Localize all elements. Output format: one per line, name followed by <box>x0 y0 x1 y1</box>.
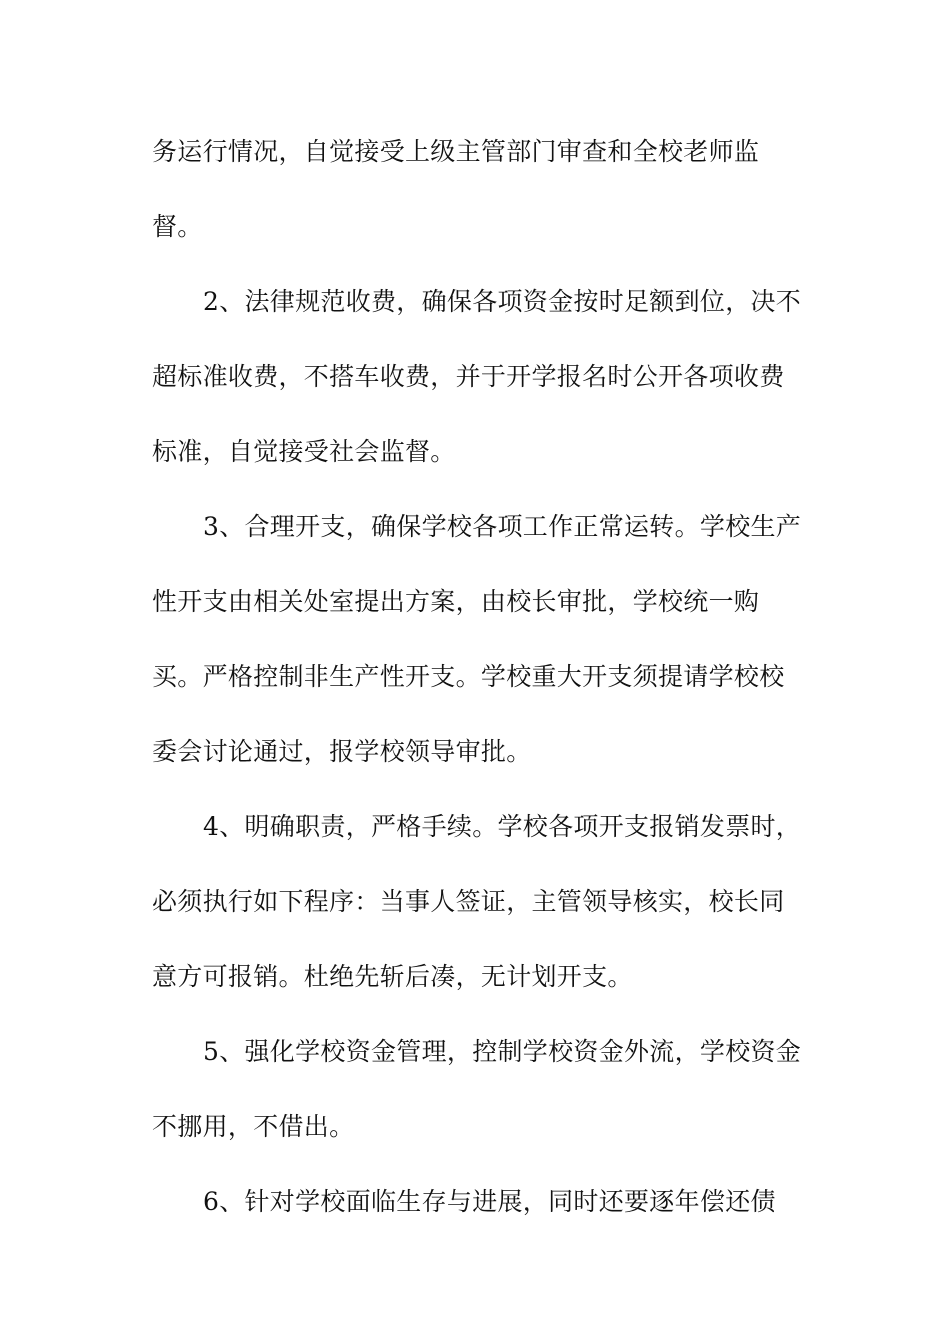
text-line-12: 意方可报销。杜绝先斩后凑，无计划开支。 <box>152 962 633 991</box>
text-line-4: 超标准收费，不搭车收费，并于开学报名时公开各项收费 <box>152 362 785 391</box>
text-line-13: 5、强化学校资金管理，控制学校资金外流，学校资金 <box>203 1037 802 1066</box>
text-line-14: 不挪用，不借出。 <box>152 1112 355 1141</box>
text-line-3: 2、法律规范收费，确保各项资金按时足额到位，决不 <box>203 287 802 316</box>
text-line-2: 督。 <box>152 212 203 241</box>
text-line-6: 3、合理开支，确保学校各项工作正常运转。学校生产 <box>203 512 802 541</box>
text-line-1: 务运行情况，自觉接受上级主管部门审查和全校老师监 <box>152 137 760 166</box>
text-line-8: 买。严格控制非生产性开支。学校重大开支须提请学校校 <box>152 662 785 691</box>
text-line-9: 委会讨论通过，报学校领导审批。 <box>152 737 532 766</box>
text-line-15: 6、针对学校面临生存与进展，同时还要逐年偿还债 <box>203 1187 776 1216</box>
text-line-7: 性开支由相关处室提出方案，由校长审批，学校统一购 <box>152 587 760 616</box>
text-line-5: 标准，自觉接受社会监督。 <box>152 437 456 466</box>
text-line-11: 必须执行如下程序：当事人签证，主管领导核实，校长同 <box>152 887 785 916</box>
text-line-10: 4、明确职责，严格手续。学校各项开支报销发票时， <box>203 812 802 841</box>
